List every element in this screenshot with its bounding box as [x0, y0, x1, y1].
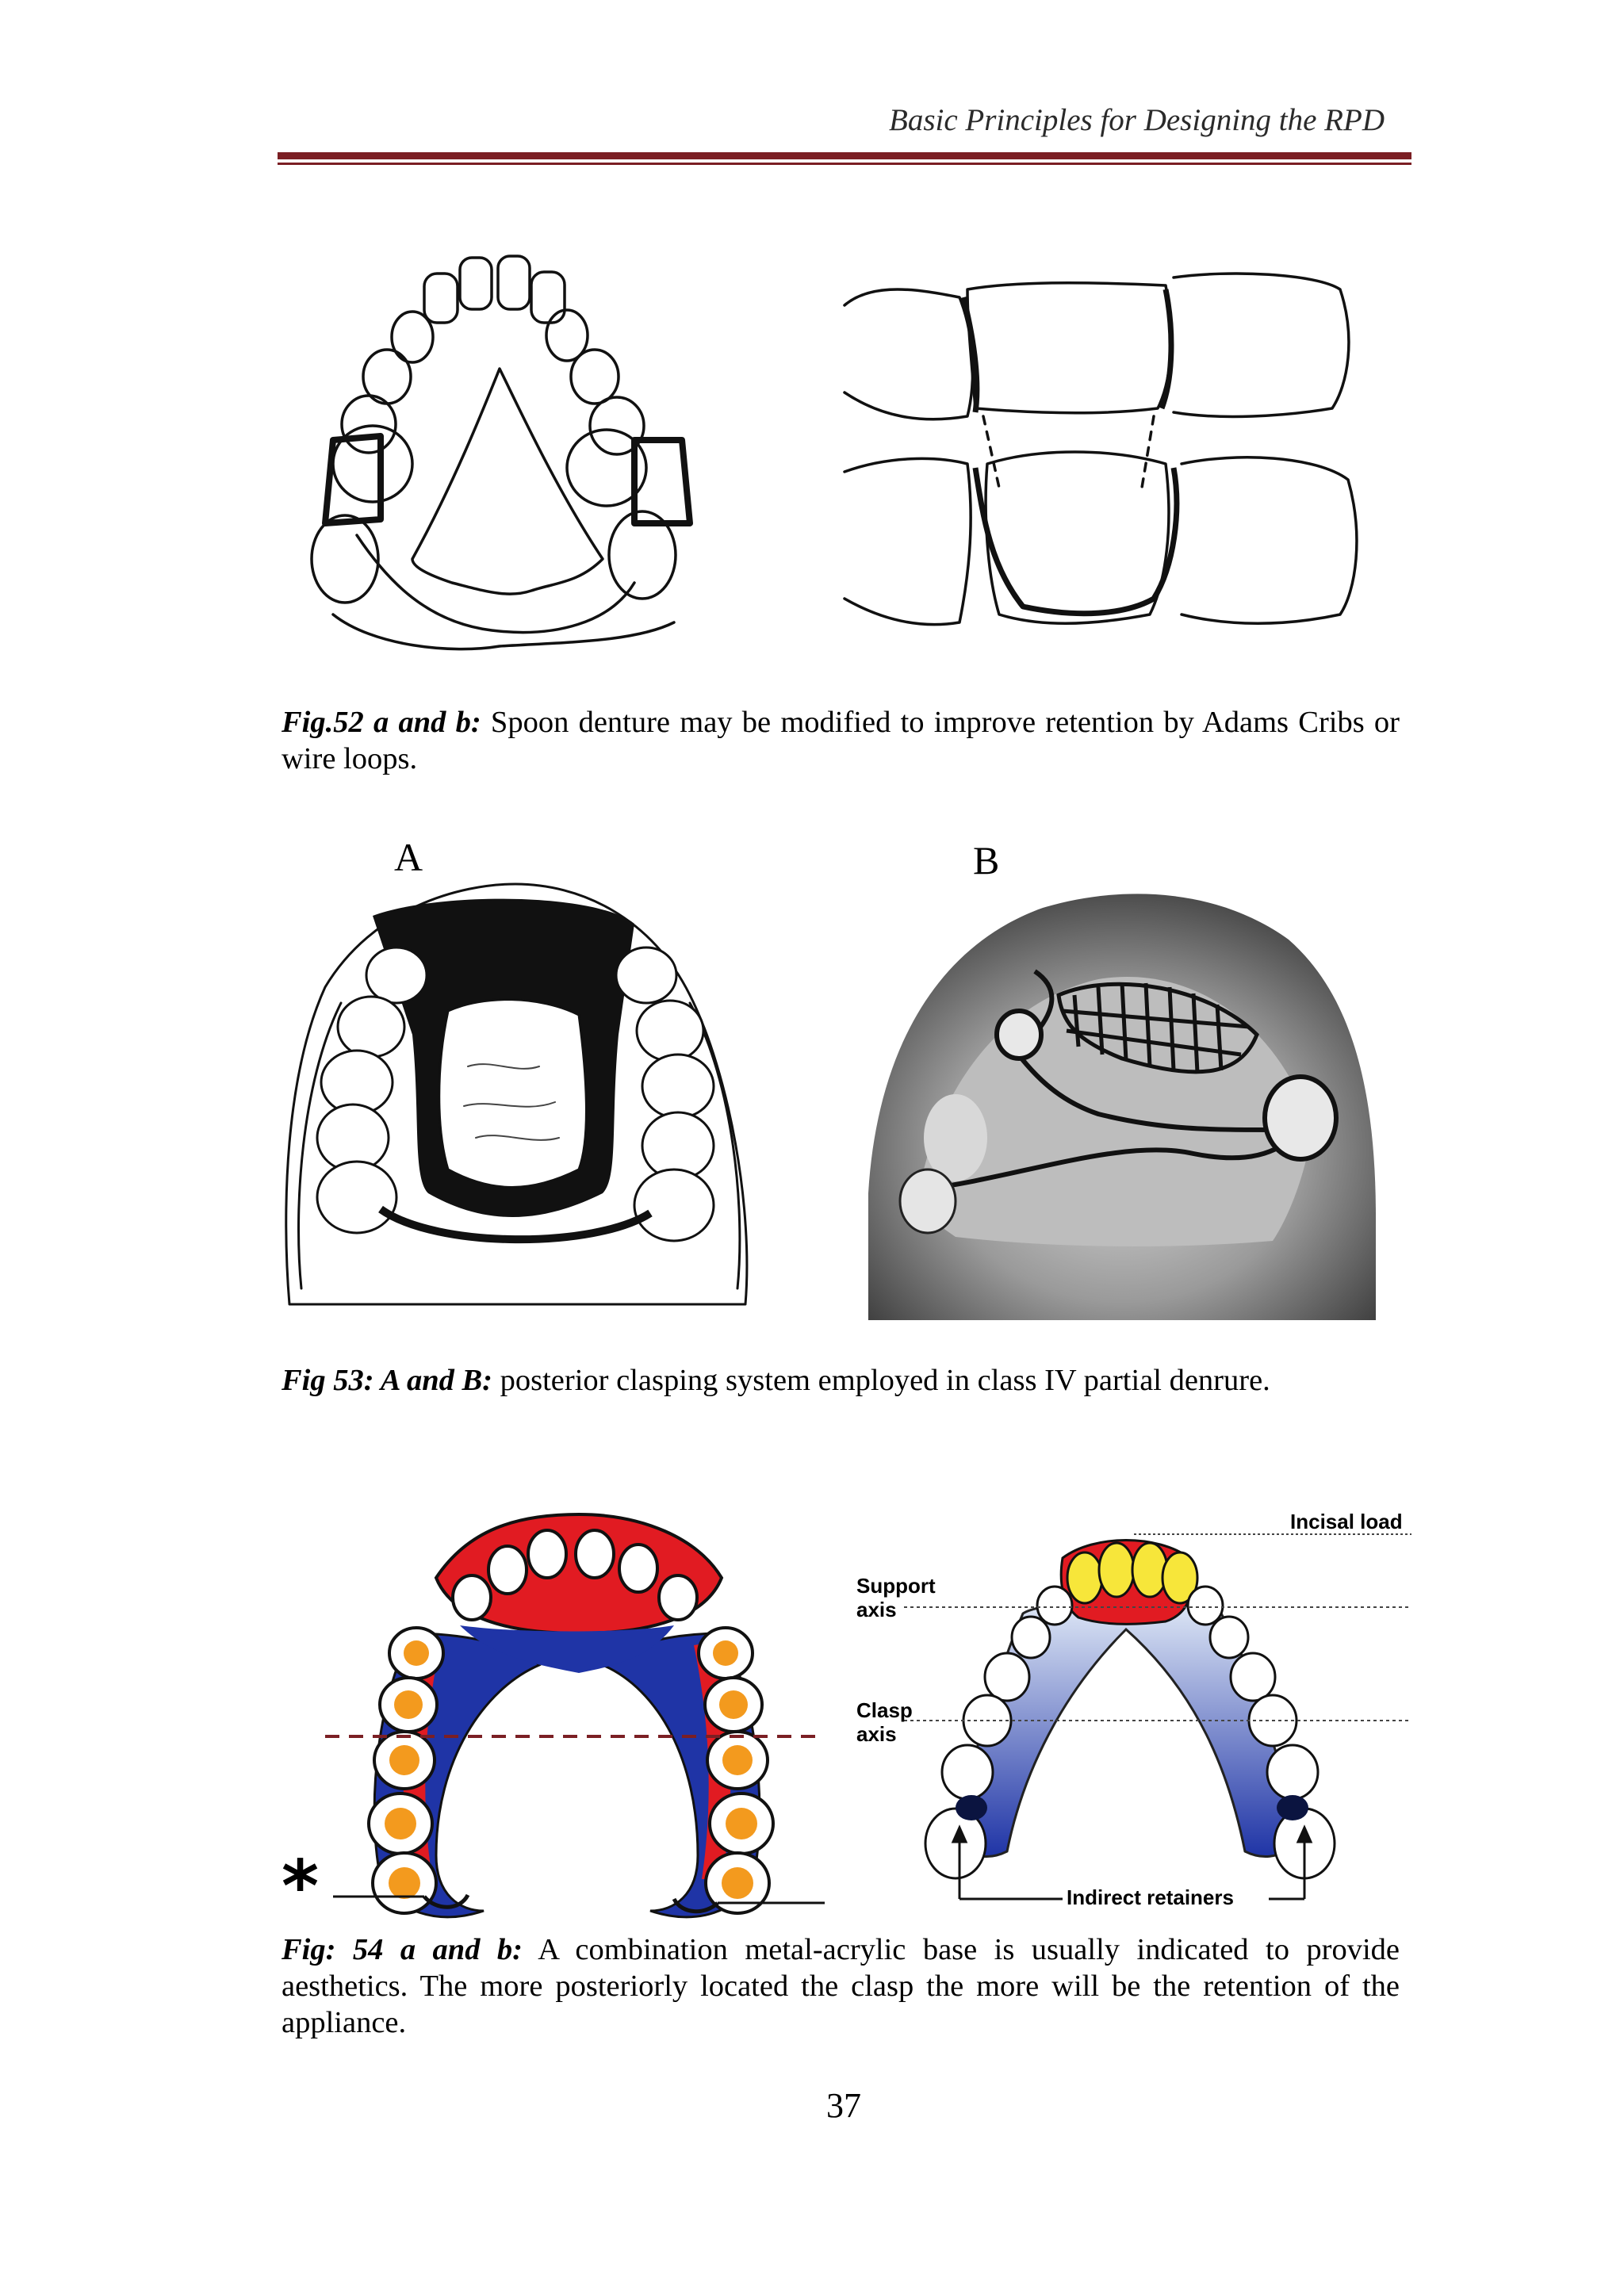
header-rule-thin: [278, 163, 1411, 165]
page-number: 37: [826, 2086, 861, 2125]
figure-53-caption-label: Fig 53: A and B:: [282, 1364, 492, 1397]
indirect-retainers-label: Indirect retainers: [1067, 1885, 1234, 1909]
incisal-load-label: Incisal load: [1290, 1510, 1403, 1533]
support-axis-label: [856, 1574, 936, 1621]
figure-54-caption-label: Fig: 54 a and b:: [282, 1933, 523, 1966]
support-axis-label-line2: axis: [856, 1598, 897, 1621]
figure-53-label-a: A: [394, 835, 423, 879]
figure-53-caption-text: posterior clasping system employed in class IV partial denrure.: [492, 1364, 1270, 1397]
figure-54a-asterisk: *: [282, 1845, 320, 1928]
figure-53-caption: [282, 1362, 1400, 1399]
figure-52-caption: [282, 704, 1400, 777]
figure-54b-axis-diagram: [904, 1510, 1411, 1939]
support-axis-label-line1: Support: [856, 1574, 936, 1598]
header-rule: [278, 152, 1411, 159]
figure-53-label-b: B: [973, 838, 1000, 882]
running-header: Basic Principles for Designing the RPD: [889, 103, 1385, 137]
clasp-axis-label: [856, 1698, 913, 1746]
figure-52-caption-text: Spoon denture may be modified to improve retention by Adams Cribs or wire loops.: [282, 706, 1400, 775]
clasp-axis-label-line1: Clasp: [856, 1698, 913, 1722]
figure-52-caption-label: Fig.52 a and b:: [282, 706, 481, 739]
figure-52b-wire-loop-drawing: [841, 266, 1380, 638]
figure-53a-clasp-drawing: [278, 876, 753, 1320]
figure-54a-colored-denture: [278, 1499, 848, 1943]
clasp-axis-label-line2: axis: [856, 1722, 897, 1746]
figure-54-caption-text: A combination metal-acrylic base is usually indicated to provide aesthetics. The more posteriorly located the clasp the more will be the retention of the appliance.: [282, 1933, 1400, 2039]
figure-54-caption: [282, 1931, 1400, 2041]
figure-53b-cast-photo: [860, 876, 1380, 1320]
figure-52a-arch-drawing: [293, 250, 722, 654]
